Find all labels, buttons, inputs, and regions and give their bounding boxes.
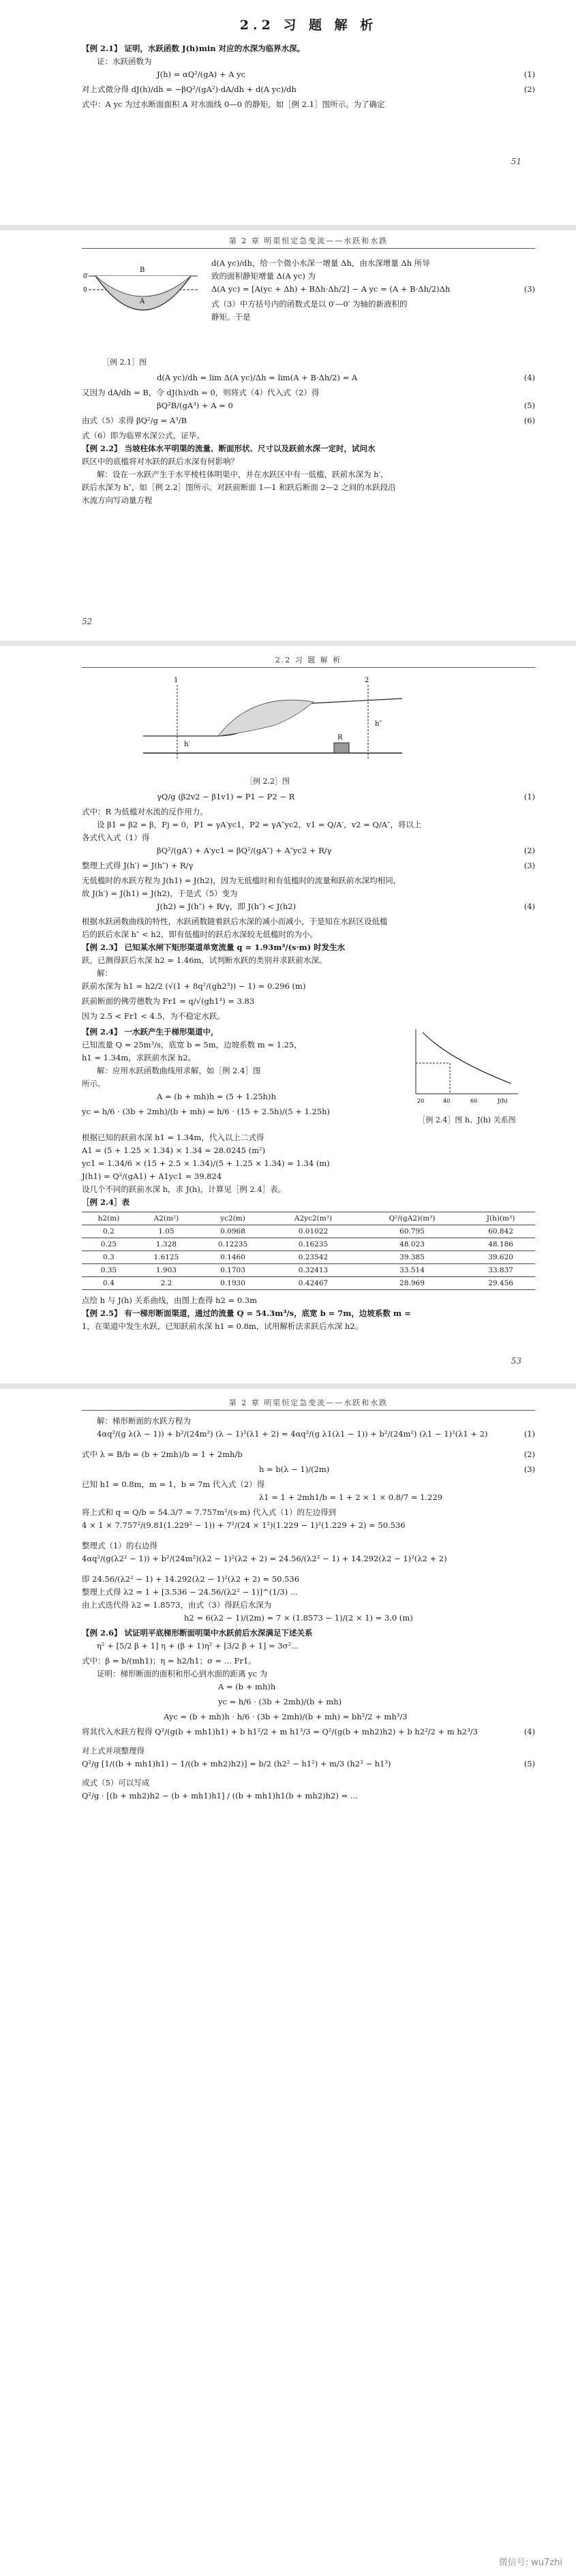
equation: 4αq²/(g λ(λ − 1)) + b²/(24m²) (λ − 1)²(λ1 + 2) = 4αq²/(g λ1(λ1 − 1)) + b²/(24m²) (λ1 − 1)²(λ1 + 2) xyxy=(97,1429,488,1439)
svg-text:2: 2 xyxy=(365,677,369,684)
text-line: 已知流量 Q = 25m³/s，底宽 b = 5m，边坡系数 m = 1.25， xyxy=(82,1040,302,1049)
watermark: 微信号: wu7zhi xyxy=(498,2558,562,2568)
svg-text:R: R xyxy=(337,734,343,741)
table-cell: 28.969 xyxy=(358,1277,466,1290)
svg-text:B: B xyxy=(140,266,145,274)
page-separator xyxy=(0,641,576,646)
table-cell: 0.2 xyxy=(82,1225,136,1238)
text-line: 解：设在一水跃产生于水平棱柱体明渠中，并在水跃区中有一低槛，跃前水深为 h′， xyxy=(97,470,389,479)
table-row xyxy=(82,1264,535,1277)
text-line: 后的跃后水深 h″ < h2，即有低槛时的跃后水深较无低槛时的为小。 xyxy=(82,930,318,939)
page-number: 53 xyxy=(511,1356,521,1366)
text-line: J(h1) = Q²/(gA1) + A1yc1 = 39.824 xyxy=(82,1171,222,1181)
table-cell: 39.385 xyxy=(358,1251,466,1264)
figure-2-1 xyxy=(82,256,204,351)
text-line: 式中：R 为低槛对水流的反作用力。 xyxy=(82,807,208,816)
table-header: yc2(m) xyxy=(197,1212,269,1225)
example-line: 【例 2.2】 当坡柱体水平明渠的流量、断面形状、尺寸以及跃前水深一定时，试问水 xyxy=(82,444,376,453)
equation: 4 × 1 × 7.757²/(9.81(1.229² − 1)) + 7²/(24 × 1²)(1.229 − 1)²(1.229 + 2) = 50.536 xyxy=(82,1520,406,1530)
page-54 xyxy=(0,1397,576,2576)
text-line: 静矩。于是 xyxy=(211,312,251,322)
eq-number: (4) xyxy=(524,902,535,911)
eq-number: (2) xyxy=(524,1450,535,1459)
table-header: A2yc2(m³) xyxy=(269,1212,358,1225)
eq-number: (2) xyxy=(524,85,535,94)
text-line: A1 = (5 + 1.25 × 1.34) × 1.34 = 28.0245 (m²) xyxy=(82,1146,266,1155)
table-cell: 60.795 xyxy=(358,1225,466,1238)
table-header: h2(m) xyxy=(82,1212,136,1225)
table-cell: 0.23542 xyxy=(269,1251,358,1264)
table-header: A2(m²) xyxy=(136,1212,197,1225)
table-cell: 33.837 xyxy=(466,1264,535,1277)
table-row xyxy=(82,1277,535,1290)
svg-text:40: 40 xyxy=(443,1098,451,1104)
table-cell: 0.42467 xyxy=(269,1277,358,1290)
equation: Δ(A yc) = [A(yc + Δh) + BΔh·Δh/2] − A yc = (A + B·Δh/2)Δh xyxy=(211,284,451,294)
text-line: 证：水跃函数为 xyxy=(97,57,152,66)
figure-caption: ［例 2.2］图 xyxy=(245,777,290,786)
page-number: 51 xyxy=(511,157,521,166)
equation: A = (b + mh)h = (5 + 1.25h)h xyxy=(157,1092,276,1101)
text-line: 设几个不同的跃前水深 h，求 J(h)，计算见［例 2.4］表。 xyxy=(82,1184,286,1194)
eq-number: (4) xyxy=(524,1727,535,1736)
example-line: 【例 2.1】 证明，水跃函数 J(h)min 对应的水深为临界水深。 xyxy=(82,44,305,53)
text-line: 式中：A yc 为过水断面面积 A 对水面线 0—0 的静矩，如［例 2.1］图所示。为了确定 xyxy=(82,99,385,109)
text-line: yc1 = 1.34/6 × (15 + 2.5 × 1.34)/(5 + 1.25 × 1.34) = 1.34 (m) xyxy=(82,1159,330,1168)
text-line: 设 β1 = β2 = β，Fj = 0，P1 = γA′yc1，P2 = γA″yc2，v1 = Q/A′，v2 = Q/A″，将以上 xyxy=(97,820,422,829)
text-line: 解：梯形断面的水跃方程为 xyxy=(97,1416,191,1426)
data-table xyxy=(82,1212,535,1290)
text-line: 根据水跃函数曲线的特性，水跃函数随着跃后水深的减小而减小，于是知在水跃区设低槛 xyxy=(82,917,388,926)
equation: 整理上式得 J(h′) = J(h″) + R/γ xyxy=(82,861,194,870)
text-line: 1，在渠道中发生水跃，已知跃前水深 h1 = 0.8m，试用解析法求跃后水深 h2。 xyxy=(82,1321,363,1331)
svg-text:h″: h″ xyxy=(375,720,382,728)
equation: h2 = 6(λ2 − 1)/(2m) = 7 × (1.8573 − 1)/(2 × 1) = 3.0 (m) xyxy=(184,1613,413,1623)
eq-number: (5) xyxy=(524,1759,535,1768)
section-title: 2.2 习 题 解 析 xyxy=(239,18,378,33)
table-cell: 1.903 xyxy=(136,1264,197,1277)
table-cell: 0.1703 xyxy=(197,1264,269,1277)
example-line: 【例 2.4】 一水跃产生于梯形渠道中， xyxy=(82,1027,219,1037)
running-head: 第 2 章 明渠恒定急变流——水跃和水跌 xyxy=(82,235,535,249)
equation: βQ²/(gA′) + A′yc1 = βQ²/(gA″) + A″yc2 + R/γ xyxy=(157,846,332,855)
text-line: 跃区中的底槛将对水跃的跃后水深有何影响？ xyxy=(82,457,239,466)
running-head: 2.2 习 题 解 析 xyxy=(82,654,535,668)
svg-text:1: 1 xyxy=(174,677,179,684)
svg-text:A: A xyxy=(140,298,145,305)
text-line: 即 24.56/(λ2² − 1) + 14.292(λ2 − 1)²(λ2 + 2) = 50.536 xyxy=(82,1574,300,1584)
equation: 跃前水深为 h1 = h2/2 (√(1 + 8q²/(gh2³)) − 1) = 0.296 (m) xyxy=(82,981,306,991)
text-line: 式（6）即为临界水深公式，证毕。 xyxy=(82,431,204,440)
text-line: 点绘 h 与 J(h) 关系曲线，由图上查得 h2 = 0.3m xyxy=(82,1295,258,1305)
table-cell: 0.4 xyxy=(82,1277,136,1290)
text-line: 无低槛时的水跃方程为 J(h1) = J(h2)，因为无低槛时和有低槛时的流量和跃前水深均相同， xyxy=(82,876,401,885)
table-cell: 0.12235 xyxy=(197,1238,269,1251)
eq-number: (5) xyxy=(524,401,535,410)
running-head: 第 2 章 明渠恒定急变流——水跃和水跌 xyxy=(82,1397,535,1411)
text-line: 各式代入式（1）得 xyxy=(82,833,150,842)
table-cell: 0.1930 xyxy=(197,1277,269,1290)
page-53 xyxy=(0,654,576,1370)
eq-number: (3) xyxy=(524,1465,535,1474)
figure-caption: ［例 2.4］图 h、J(h) 关系图 xyxy=(418,1116,516,1124)
text-line: 对上式并项整理得 xyxy=(82,1746,145,1755)
text-line: 又因为 dA/dh = B，令 dJ(h)/dh = 0，则将式（4）代入式（2）得 xyxy=(82,388,320,397)
page-separator xyxy=(0,225,576,230)
table-cell: 0.3 xyxy=(82,1251,136,1264)
equation: A = (b + mh)h xyxy=(218,1682,276,1691)
equation: Q²/g [1/((b + mh1)h1) − 1/((b + mh2)h2)] = b/2 (h2² − h1²) + m/3 (h2³ − h1³) xyxy=(82,1759,391,1768)
page-number: 52 xyxy=(82,617,93,626)
text-line: 或式（5）可以写成 xyxy=(82,1778,150,1788)
equation: 将其代入水跃方程得 Q²/(g(b + mh1)h1) + b h1²/2 + m h1³/3 = Q²/(g(b + mh2)h2) + b h2²/2 + m h2³/3 xyxy=(82,1727,478,1736)
text-line: 致的面积静矩增量 Δ(A yc) 为 xyxy=(211,271,316,281)
text-line: 故 J(h′) = J(h1) = J(h2)，于是式（5）变为 xyxy=(82,889,238,898)
eq-number: (6) xyxy=(524,416,535,425)
table-cell: 0.25 xyxy=(82,1238,136,1251)
text-line: 整理式（1）的右边得 xyxy=(82,1541,157,1550)
eq-number: (3) xyxy=(524,284,535,294)
table-cell: 1.328 xyxy=(136,1238,197,1251)
eq-number: (4) xyxy=(524,373,535,382)
text-line: 证明：梯形断面的面积和形心到水面的距离 yc 为 xyxy=(97,1669,268,1678)
equation: λ1 = 1 + 2mh1/b = 1 + 2 × 1 × 0.8/7 = 1.229 xyxy=(259,1492,443,1502)
equation: 式中 λ = B/b = (b + 2mh)/b = 1 + 2mh/b xyxy=(82,1450,243,1459)
table-title: ［例 2.4］表 xyxy=(82,1197,130,1207)
equation: h = b(λ − 1)/(2m) xyxy=(259,1465,330,1474)
eq-number: (1) xyxy=(524,792,535,801)
text-line: 根据已知的跃前水深 h1 = 1.34m，代入以上二式得 xyxy=(82,1133,264,1142)
table-cell: 29.456 xyxy=(466,1277,535,1290)
text-line: 水流方向写动量方程 xyxy=(82,495,153,505)
equation: Ayc = (b + mh)h · h/6 · (3b + 2mh)/(b + mh) = bh²/2 + mh³/3 xyxy=(164,1712,408,1721)
equation: Q²/g · [(b + mh2)h2 − (b + mh1)h1] / ((b + mh1)h1(b + mh2)h2) = ... xyxy=(82,1791,358,1800)
svg-text:0: 0 xyxy=(83,287,87,294)
figure-2-4 xyxy=(402,1022,525,1111)
table-cell: 0.0968 xyxy=(197,1225,269,1238)
svg-text:h′: h′ xyxy=(184,741,190,748)
table-cell: 0.32413 xyxy=(269,1264,358,1277)
text-line: d(A yc)/dh，给一个微小水深一增量 Δh，由水深增量 Δh 所导 xyxy=(211,258,430,268)
svg-text:0′: 0′ xyxy=(83,273,89,280)
svg-text:20: 20 xyxy=(417,1098,425,1104)
equation: γQ/g (β2v2 − β1v1) = P1 − P2 − R xyxy=(157,792,295,801)
table-cell: 1.05 xyxy=(136,1225,197,1238)
table-cell: 0.35 xyxy=(82,1264,136,1277)
table-cell: 33.514 xyxy=(358,1264,466,1277)
text-line: 因为 2.5 < Fr1 < 4.5，为不稳定水跃。 xyxy=(82,1011,225,1021)
equation: yc = h/6 · (3b + 2mh)/(b + mh) xyxy=(218,1697,342,1706)
equation: η² + [5/2 β + 1] η + (β + 1)η² + [3/2 β + 1] = 3σ²... xyxy=(97,1641,299,1651)
table-cell: 1.6125 xyxy=(136,1251,197,1264)
table-cell: 2.2 xyxy=(136,1277,197,1290)
text-line: 已知 h1 = 0.8m，m = 1，b = 7m 代入式（2）得 xyxy=(82,1479,265,1489)
text-line: 解： xyxy=(97,968,112,978)
text-line: h1 = 1.34m，求跃前水深 h2。 xyxy=(82,1053,196,1062)
eq-number: (1) xyxy=(524,70,535,79)
table-cell: 60.842 xyxy=(466,1225,535,1238)
equation: 跃前断面的佛劳德数为 Fr1 = q/√(gh1³) = 3.83 xyxy=(82,996,255,1006)
text-line: 式（3）中方括号内的函数式是以 0′—0′ 为轴的新液积的 xyxy=(211,299,408,309)
table-cell: 48.023 xyxy=(358,1238,466,1251)
table-header: Q²/(gA2)(m³) xyxy=(358,1212,466,1225)
eq-number: (1) xyxy=(524,1429,535,1439)
equation: 对上式微分得 dJ(h)/dh = −βQ²/(gA²)·dA/dh + d(A yc)/dh xyxy=(82,85,297,94)
table-row xyxy=(82,1251,535,1264)
table-cell: 0.16235 xyxy=(269,1238,358,1251)
equation: yc = h/6 · (3b + 2mh)/(b + mh) = h/6 · (15 + 2.5h)/(5 + 1.25h) xyxy=(82,1107,331,1116)
text-line: 将上式和 q = Q/b = 54.3/7 = 7.757m²/(s·m) 代入式（1）的左边得到 xyxy=(82,1507,337,1517)
text-line: 式中：β = b/(mh1)；η = h2/h1；σ = ... Fr1。 xyxy=(82,1656,256,1666)
svg-text:60: 60 xyxy=(470,1098,478,1104)
table-row xyxy=(82,1238,535,1251)
example-line: 【例 2.3】 已知某水闸下矩形渠道单宽流量 q = 1.93m³/(s·m) 时发生水 xyxy=(82,942,346,952)
example-line: 【例 2.6】 试证明平底梯形断面明渠中水跃前后水深满足下述关系 xyxy=(82,1628,313,1638)
text-line: 整理上式得 λ2 = 1 + [3.536 − 24.56/(λ2² − 1)]^(1/3) ... xyxy=(82,1587,298,1597)
table-cell: 48.186 xyxy=(466,1238,535,1251)
table-cell: 0.01022 xyxy=(269,1225,358,1238)
text-line: 跃，已测得跃后水深 h2 = 1.46m，试判断水跃的类别并求跃前水深。 xyxy=(82,955,327,965)
table-row xyxy=(82,1225,535,1238)
eq-number: (2) xyxy=(524,846,535,855)
equation: 由式（5）求得 βQ²/g = A³/B xyxy=(82,416,187,425)
equation: J(h2) = J(h″) + R/γ，即 J(h″) < J(h2) xyxy=(157,902,297,911)
equation: J(h) = αQ²/(gA) + A yc xyxy=(157,70,246,79)
table-cell: 39.620 xyxy=(466,1251,535,1264)
example-line: 【例 2.5】 有一梯形断面渠道，通过的流量 Q = 54.3m³/s，底宽 b = 7m，边坡系数 m = xyxy=(82,1308,411,1318)
table-header: J(h)(m³) xyxy=(466,1212,535,1225)
figure-2-2 xyxy=(136,671,409,773)
text-line: 解：应用水跃函数曲线用求解，如［例 2.4］图 xyxy=(97,1066,261,1075)
text-line: 跃后水深为 h″，如［例 2.2］图所示。对跃前断面 1—1 和跃后断面 2—2 之间的水跃段沿 xyxy=(82,482,396,492)
text-line: 所示。 xyxy=(82,1079,106,1088)
figure-caption: ［例 2.1］图 xyxy=(102,358,147,367)
table-cell: 0.1460 xyxy=(197,1251,269,1264)
page-separator xyxy=(0,1383,576,1389)
svg-text:J(h): J(h) xyxy=(498,1098,508,1104)
equation: 4αq²/(g(λ2² − 1)) + b²/(24m²)(λ2 − 1)²(λ2 + 2) = 24.56/(λ2² − 1) + 14.292(λ2 − 1)²(λ2 + 2) xyxy=(82,1554,447,1563)
equation: d(A yc)/dh = lim Δ(A yc)/Δh = lim(A + B·Δh/2) = A xyxy=(157,373,358,382)
equation: βQ²B/(gA³) + A = 0 xyxy=(157,401,233,410)
page-52 xyxy=(0,235,576,637)
text-line: 由上式迭代得 λ2 = 1.8573，由式（3）得跃后水深为 xyxy=(82,1600,272,1610)
eq-number: (3) xyxy=(524,861,535,870)
